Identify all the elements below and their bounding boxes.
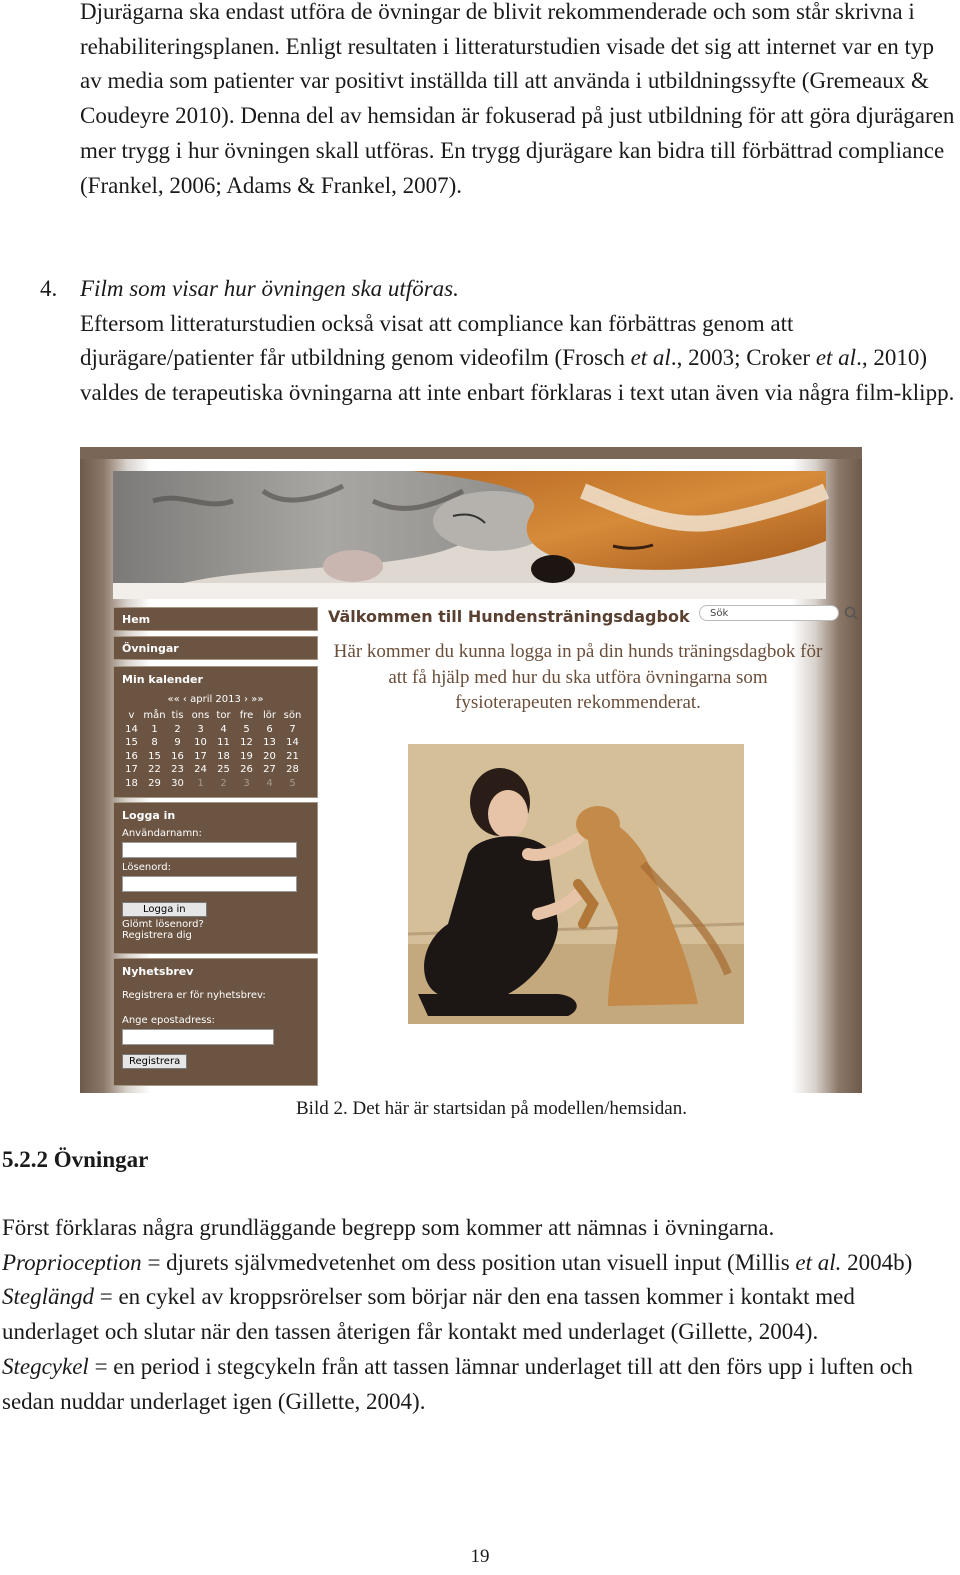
calendar-week: 18: [125, 777, 138, 789]
calendar-day[interactable]: 7: [289, 723, 296, 735]
nav-home[interactable]: Hem: [113, 607, 318, 631]
list-item-4: [40, 272, 955, 411]
calendar-day[interactable]: 1: [151, 723, 158, 735]
def-stegcykel: = en period i stegcykeln från att tassen lämnar underlaget till att den förs upp i luften och sedan nuddar underlaget igen (Gillette, 2004).: [2, 1353, 913, 1414]
calendar-day[interactable]: 11: [217, 737, 230, 748]
calendar-day[interactable]: 22: [148, 764, 161, 775]
calendar-day-next-month[interactable]: 3: [243, 777, 250, 789]
newsletter-title: Nyhetsbrev: [122, 965, 194, 978]
calendar-day[interactable]: 6: [266, 723, 273, 735]
register-link[interactable]: Registrera dig: [122, 930, 192, 941]
calendar-day[interactable]: 4: [220, 723, 227, 735]
item4-etal-1: et al: [630, 345, 671, 371]
calendar-day[interactable]: 30: [171, 777, 184, 789]
calendar-header: sön: [283, 710, 302, 721]
nav-exercises[interactable]: Övningar: [113, 636, 318, 660]
calendar-day[interactable]: 13: [263, 737, 276, 748]
calendar-day-next-month[interactable]: 4: [266, 777, 273, 789]
calendar-day[interactable]: 17: [194, 750, 207, 762]
woman-and-dog-illustration: [408, 744, 744, 1024]
username-input[interactable]: [122, 842, 297, 858]
email-label: Ange epostadress:: [122, 1015, 215, 1026]
term-proprioception: Proprioception: [2, 1249, 142, 1275]
calendar-day[interactable]: 20: [263, 750, 276, 762]
register-button[interactable]: Registrera: [122, 1054, 187, 1069]
calendar-box: [113, 666, 318, 798]
calendar-day-next-month[interactable]: 1: [197, 777, 204, 789]
calendar-day[interactable]: 16: [171, 750, 184, 762]
calendar-day[interactable]: 26: [240, 764, 253, 775]
def-steglangd: = en cykel av kroppsrörelser som börjar när den ena tassen kommer i kontakt med underlaget och slutar när den tassen återigen får kontakt med underlaget (Gillette, 2004).: [2, 1284, 855, 1345]
password-input[interactable]: [122, 876, 297, 892]
forgot-password-link[interactable]: Glömt lösenord?: [122, 919, 204, 930]
calendar-grid: [120, 709, 304, 790]
calendar-week: 15: [125, 737, 138, 748]
intro-text: Här kommer du kunna logga in på din hunds träningsdagbok för att få hjälp med hur du ska utföra övningarna som fysioterapeuten rekommenderat.: [333, 641, 823, 713]
login-button[interactable]: Logga in: [122, 902, 207, 917]
calendar-day[interactable]: 2: [174, 723, 181, 735]
section-heading: 5.2.2 Övningar: [2, 1147, 149, 1172]
def-proprioception: = djurets självmedvetenhet om dess position utan visuell input (Millis: [141, 1249, 796, 1275]
welcome-title: Välkommen till Hundensträningsdagbok: [328, 607, 690, 626]
calendar-week: 16: [125, 750, 138, 762]
calendar-header: tor: [216, 710, 231, 721]
password-label: Lösenord:: [122, 862, 171, 873]
email-input[interactable]: [122, 1029, 274, 1045]
calendar-header: ons: [191, 710, 210, 721]
term-steglangd: Steglängd: [2, 1284, 94, 1310]
calendar-header: fre: [239, 710, 254, 721]
screenshot-top-bar: [80, 447, 862, 459]
calendar-header: lör: [262, 710, 276, 721]
calendar-week: 14: [125, 723, 138, 735]
calendar-day[interactable]: 19: [240, 750, 253, 762]
banner-illustration: [113, 471, 826, 599]
newsletter-box: [113, 958, 318, 1086]
calendar-header: mån: [143, 710, 166, 721]
calendar-day[interactable]: 10: [194, 737, 207, 748]
search-icon[interactable]: [843, 605, 859, 621]
calendar-day[interactable]: 23: [171, 764, 184, 775]
calendar-header: v: [128, 710, 135, 721]
item4-etal-2: et al: [815, 345, 857, 371]
calendar-week: 17: [125, 764, 138, 775]
def-proprioception-etal: et al.: [795, 1249, 842, 1275]
woman-and-dog-photo: [408, 744, 744, 1024]
username-label: Användarnamn:: [122, 828, 202, 839]
list-item-title: Film som visar hur övningen ska utföras.: [80, 276, 459, 301]
list-item-number: 4.: [40, 276, 58, 301]
calendar-day[interactable]: 21: [286, 750, 299, 762]
calendar-day[interactable]: 25: [217, 764, 230, 775]
calendar-title: Min kalender: [122, 673, 203, 686]
calendar-day[interactable]: 5: [243, 723, 250, 735]
calendar-day[interactable]: 29: [148, 777, 161, 789]
calendar-day[interactable]: 8: [151, 737, 158, 748]
login-box: [113, 802, 318, 954]
item4-text-c: ., 2010) valdes de terapeutiska övningarna att inte enbart förklaras i text utan även via några film-klipp.: [80, 345, 955, 406]
calendar-day[interactable]: 15: [148, 750, 161, 762]
calendar-day[interactable]: 27: [263, 764, 276, 775]
calendar-header: tis: [171, 710, 184, 721]
calendar-month-nav[interactable]: «« ‹ april 2013 › »»: [167, 694, 264, 705]
page-number: 19: [470, 1546, 490, 1567]
calendar-day[interactable]: 12: [240, 737, 253, 748]
calendar-day[interactable]: 9: [174, 737, 181, 748]
website-screenshot: [80, 447, 862, 1093]
term-stegcykel: Stegcykel: [2, 1353, 89, 1379]
calendar-day[interactable]: 3: [197, 723, 204, 735]
calendar-day[interactable]: 24: [194, 764, 207, 775]
calendar-day[interactable]: 28: [286, 764, 299, 775]
definitions-intro: Först förklaras några grundläggande begrepp som kommer att nämnas i övningarna.: [2, 1215, 775, 1240]
search-input[interactable]: Sök: [699, 605, 839, 621]
item4-text-a: Eftersom litteraturstudien också visat att compliance kan förbättras genom att djurägare/patienter får utbildning genom videofilm (Frosch: [80, 310, 794, 371]
calendar-day[interactable]: 18: [217, 750, 230, 762]
def-proprioception-end: 2004b): [841, 1249, 913, 1275]
definitions: [2, 1211, 957, 1419]
body-paragraph-1: Djurägarna ska endast utföra de övningar de blivit rekommenderade och som står skrivna i rehabiliteringsplanen. Enligt resultaten i litteraturstudien visade det sig att internet var en typ av media som patienter var positivt inställda till att använda i utbildningssyfte (Gremeaux & Coudeyre 2010). Denna del av hemsidan är fokuserad på just utbildning för att göra djurägaren mer trygg i hur övningen skall utföras. En trygg djurägare kan bidra till förbättrad compliance (Frankel, 2006; Adams & Frankel, 2007).: [80, 0, 955, 198]
calendar-day[interactable]: 14: [286, 737, 299, 748]
login-title: Logga in: [122, 809, 176, 822]
newsletter-subtitle: Registrera er för nyhetsbrev:: [122, 990, 266, 1001]
figure-caption: Bild 2. Det här är startsidan på modellen/hemsidan.: [296, 1098, 687, 1119]
calendar-day-next-month[interactable]: 5: [289, 777, 296, 789]
item4-text-b: ., 2003; Croker: [670, 345, 816, 371]
calendar-day-next-month[interactable]: 2: [220, 777, 227, 789]
